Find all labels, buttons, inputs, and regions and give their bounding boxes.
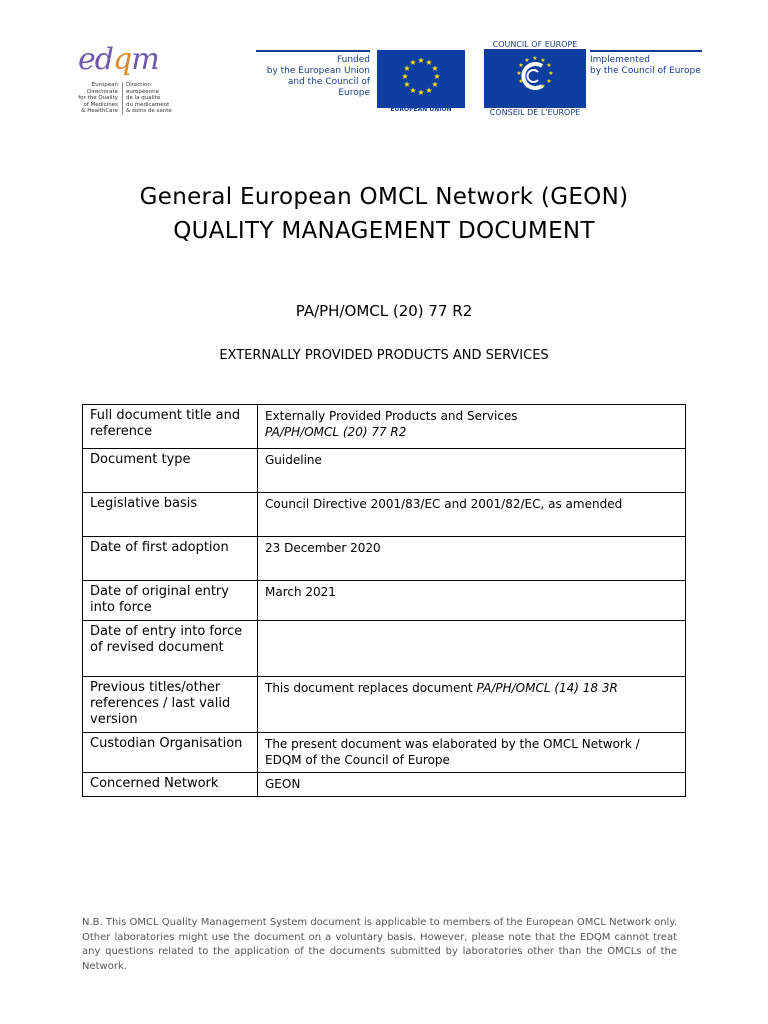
svg-text:★: ★ — [409, 86, 417, 95]
funded-by-text: Funded by the European Union and the Council of Europe — [256, 50, 370, 99]
document-subtitle: EXTERNALLY PROVIDED PRODUCTS AND SERVICES — [219, 348, 549, 363]
row-key: Date of first adoption — [83, 537, 258, 581]
coe-label-fr: CONSEIL DE L'EUROPE — [484, 107, 586, 117]
svg-text:★: ★ — [518, 62, 524, 69]
svg-text:★: ★ — [401, 72, 409, 81]
header-logos — [0, 40, 768, 120]
reference-value: PA/PH/OMCL (20) 77 R2 — [265, 425, 407, 439]
row-key: Previous titles/other references / last valid version — [83, 677, 258, 733]
document-info-table — [82, 404, 686, 797]
svg-text:★: ★ — [425, 86, 433, 95]
row-key: Concerned Network — [83, 773, 258, 797]
svg-text:★: ★ — [524, 83, 530, 90]
row-value: This document replaces document PA/PH/OMCL (14) 18 3R — [258, 677, 686, 733]
table-row — [83, 537, 686, 581]
coe-label-en: COUNCIL OF EUROPE — [484, 40, 586, 50]
svg-text:★: ★ — [403, 80, 411, 89]
svg-text:★: ★ — [532, 85, 538, 92]
table-row — [83, 621, 686, 677]
disclaimer-note: N.B. This OMCL Quality Management System document is applicable to members of the European OMCL Network only. Other laboratories might use the document on a voluntary basis. However, please note that the EDQM cannot treat any questions related to the application of the documents submitted by laboratories other than the OMCLs of the Network. — [82, 917, 677, 972]
previous-reference: PA/PH/OMCL (14) 18 3R — [476, 681, 618, 695]
eu-flag-icon — [377, 50, 465, 108]
svg-text:★: ★ — [431, 64, 439, 73]
svg-text:★: ★ — [524, 57, 530, 64]
table-row — [83, 493, 686, 537]
row-value: GEON — [258, 773, 686, 797]
edqm-french-text: Direction européenne de la qualité du médicament & soins de santé — [122, 82, 184, 115]
svg-text:★: ★ — [433, 72, 441, 81]
svg-text:★: ★ — [409, 58, 417, 67]
eu-label: EUROPEAN UNION — [390, 106, 452, 113]
svg-text:★: ★ — [546, 62, 552, 69]
document-title — [0, 180, 768, 248]
svg-text:★: ★ — [425, 58, 433, 67]
table-row — [83, 677, 686, 733]
title-line-1: General European OMCL Network (GEON) — [139, 184, 629, 210]
svg-text:★: ★ — [516, 70, 522, 77]
svg-text:★: ★ — [532, 55, 538, 62]
row-value: Guideline — [258, 449, 686, 493]
svg-text:★: ★ — [518, 78, 524, 85]
title-line-2: QUALITY MANAGEMENT DOCUMENT — [173, 218, 595, 244]
row-key: Full document title and reference — [83, 405, 258, 449]
row-key: Legislative basis — [83, 493, 258, 537]
edqm-logo — [60, 42, 180, 116]
edqm-wordmark: edqm — [78, 42, 159, 77]
document-reference: PA/PH/OMCL (20) 77 R2 — [295, 302, 473, 320]
row-value: March 2021 — [258, 581, 686, 621]
table-row — [83, 449, 686, 493]
row-key: Document type — [83, 449, 258, 493]
council-of-europe-logo-icon — [484, 50, 586, 108]
table-row — [83, 405, 686, 449]
svg-text:★: ★ — [417, 56, 425, 65]
table-row — [83, 773, 686, 797]
row-value: Council Directive 2001/83/EC and 2001/82/EC, as amended — [258, 493, 686, 537]
row-key: Date of original entry into force — [83, 581, 258, 621]
svg-text:★: ★ — [417, 88, 425, 97]
svg-text:★: ★ — [548, 70, 554, 77]
svg-text:★: ★ — [540, 57, 546, 64]
svg-text:★: ★ — [546, 78, 552, 85]
row-key: Date of entry into force of revised document — [83, 621, 258, 677]
table-row — [83, 581, 686, 621]
row-value — [258, 621, 686, 677]
row-value: 23 December 2020 — [258, 537, 686, 581]
table-row — [83, 733, 686, 773]
svg-text:★: ★ — [540, 83, 546, 90]
edqm-english-text: European Directorate for the Quality of Medicines & HealthCare — [78, 82, 118, 114]
svg-text:★: ★ — [403, 64, 411, 73]
implemented-by-text: Implemented by the Council of Europe — [590, 50, 702, 77]
row-value: Externally Provided Products and Services PA/PH/OMCL (20) 77 R2 — [258, 405, 686, 449]
row-key: Custodian Organisation — [83, 733, 258, 773]
row-value: The present document was elaborated by the OMCL Network / EDQM of the Council of Europe — [258, 733, 686, 773]
svg-text:★: ★ — [431, 80, 439, 89]
